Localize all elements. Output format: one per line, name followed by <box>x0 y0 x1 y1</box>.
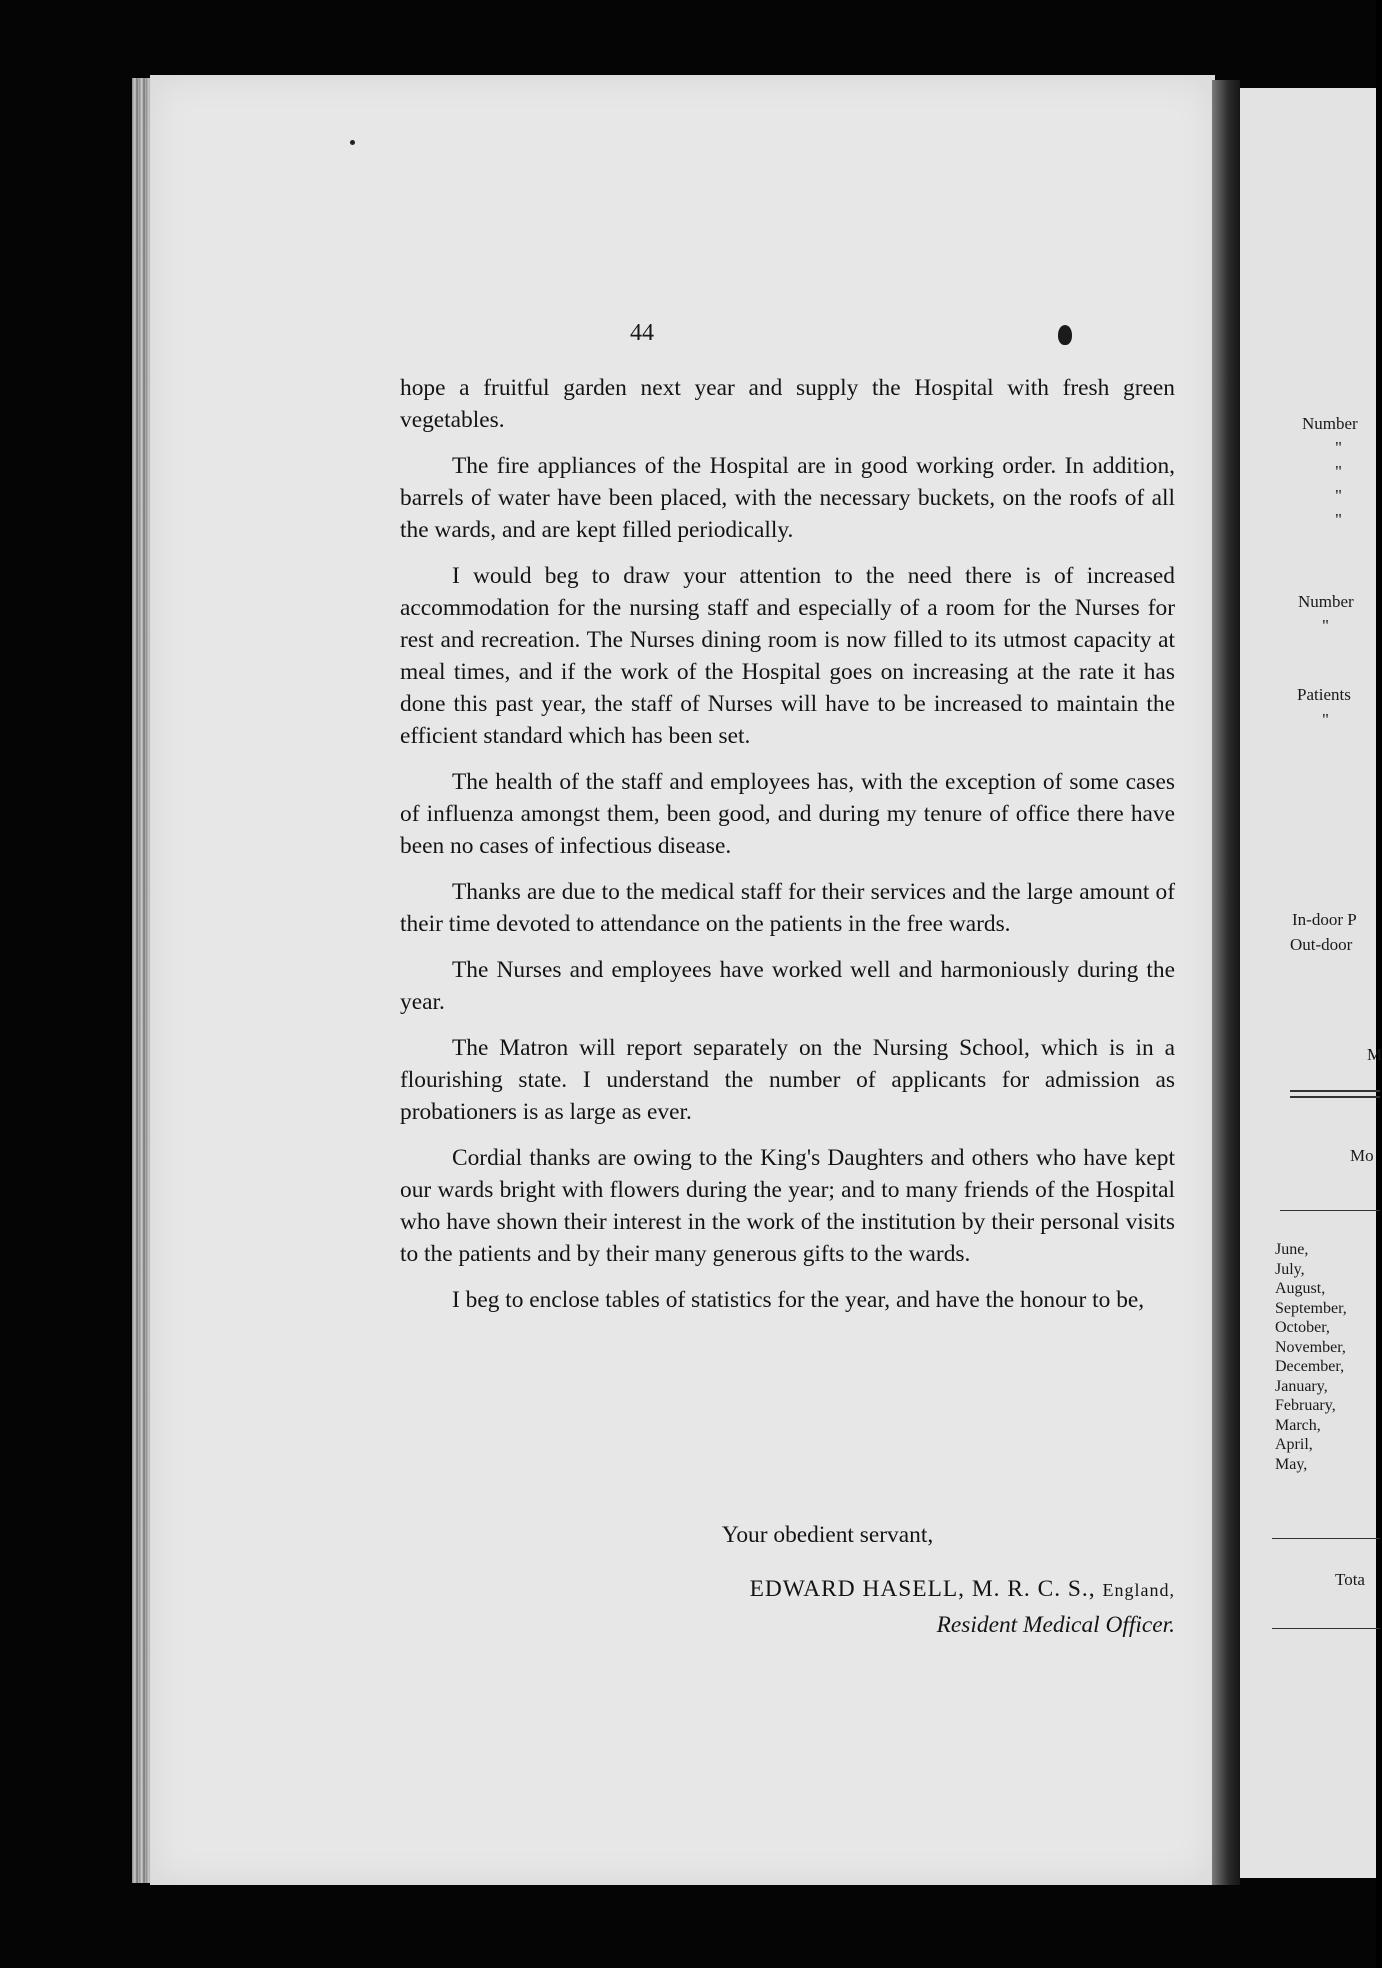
paragraph: The health of the staff and employees has, with the exception of some cases of influenza amongst them, been good, and during my tenure of office there have been no cases of infectious disease. <box>400 769 1175 859</box>
paragraph: The Nurses and employees have worked well and harmoniously during the year. <box>400 957 1175 1015</box>
month-item: November, <box>1275 1338 1346 1356</box>
fragment-indoor: In-door P <box>1292 910 1357 929</box>
paragraph: The fire appliances of the Hospital are in good working order. In addition, barrels of water have been placed, with the necessary buckets, on the roofs of all the wards, and are kept filled periodically. <box>400 453 1175 543</box>
signature-title: Resident Medical Officer. <box>936 1612 1175 1638</box>
month-item: August, <box>1275 1280 1326 1297</box>
fragment-ditto: " <box>1335 438 1342 457</box>
fragment-month-header: Mo <box>1350 1146 1374 1165</box>
paragraph: The Matron will report separately on the Nursing School, which is in a flourishing state. I understand the number of applicants for admission as probationers is as large as ever. <box>400 1035 1175 1125</box>
speck <box>350 140 355 145</box>
signature-name-text: EDWARD HASELL, M. R. C. S., <box>749 1576 1096 1602</box>
month-item: July, <box>1275 1260 1305 1278</box>
signature-name <box>400 1576 1195 1603</box>
fragment-ditto: " <box>1322 616 1329 635</box>
month-list <box>1275 1240 1347 1474</box>
letter-body <box>400 372 1175 1330</box>
table-rule <box>1280 1210 1380 1211</box>
closing-line: Your obedient servant, <box>721 1522 934 1548</box>
month-item: May, <box>1275 1455 1308 1473</box>
paragraph: Cordial thanks are owing to the King's Daughters and others who have kept our wards bright with flowers during the year; and to many friends of the Hospital who have shown their interest in the work of the institution by their personal visits to the patients and by their many generous gifts to the wards. <box>400 1145 1175 1267</box>
table-rule <box>1290 1096 1380 1098</box>
paragraph: I beg to enclose tables of statistics for the year, and have the honour to be, <box>452 1287 1145 1313</box>
ink-blot <box>1058 325 1072 345</box>
month-item: June, <box>1275 1241 1309 1258</box>
fragment-ditto: " <box>1335 486 1342 505</box>
month-item: December, <box>1275 1358 1345 1375</box>
table-rule <box>1272 1538 1380 1539</box>
table-rule <box>1290 1090 1380 1092</box>
fragment-ditto: " <box>1322 710 1329 729</box>
right-page-fragment <box>1240 88 1382 1878</box>
month-item: February, <box>1275 1397 1336 1414</box>
paragraph: I would beg to draw your attention to the need there is of increased accommodation for the nursing staff and especially of a room for the Nurses for rest and recreation. The Nurses dining room is now filled to its utmost capacity at meal times, and if the work of the Hospital goes on increasing at the rate it has done this past year, the staff of Nurses will have to be increased to maintain the efficient standard which has been set. <box>400 563 1175 749</box>
fragment-ditto: " <box>1335 462 1342 481</box>
table-rule <box>1272 1628 1380 1629</box>
signature-place: England, <box>1102 1580 1175 1600</box>
fragment-number: Number <box>1302 414 1358 433</box>
paragraph: hope a fruitful garden next year and supply the Hospital with fresh green vegetables. <box>400 375 1175 433</box>
month-item: April, <box>1275 1436 1313 1453</box>
fragment-patients: Patients <box>1297 685 1351 704</box>
fragment-letter: M <box>1367 1045 1382 1064</box>
page-number: 44 <box>630 320 654 346</box>
fragment-ditto: " <box>1335 510 1342 529</box>
fragment-outdoor: Out-door <box>1290 935 1353 954</box>
month-item: October, <box>1275 1319 1330 1336</box>
month-item: January, <box>1275 1377 1328 1395</box>
month-item: September, <box>1275 1299 1347 1317</box>
paragraph: Thanks are due to the medical staff for their services and the large amount of their time devoted to attendance on the patients in the free wards. <box>400 879 1175 937</box>
book-gutter <box>1212 80 1240 1885</box>
fragment-number: Number <box>1298 592 1354 611</box>
fragment-total: Tota <box>1335 1570 1365 1589</box>
month-item: March, <box>1275 1416 1321 1434</box>
